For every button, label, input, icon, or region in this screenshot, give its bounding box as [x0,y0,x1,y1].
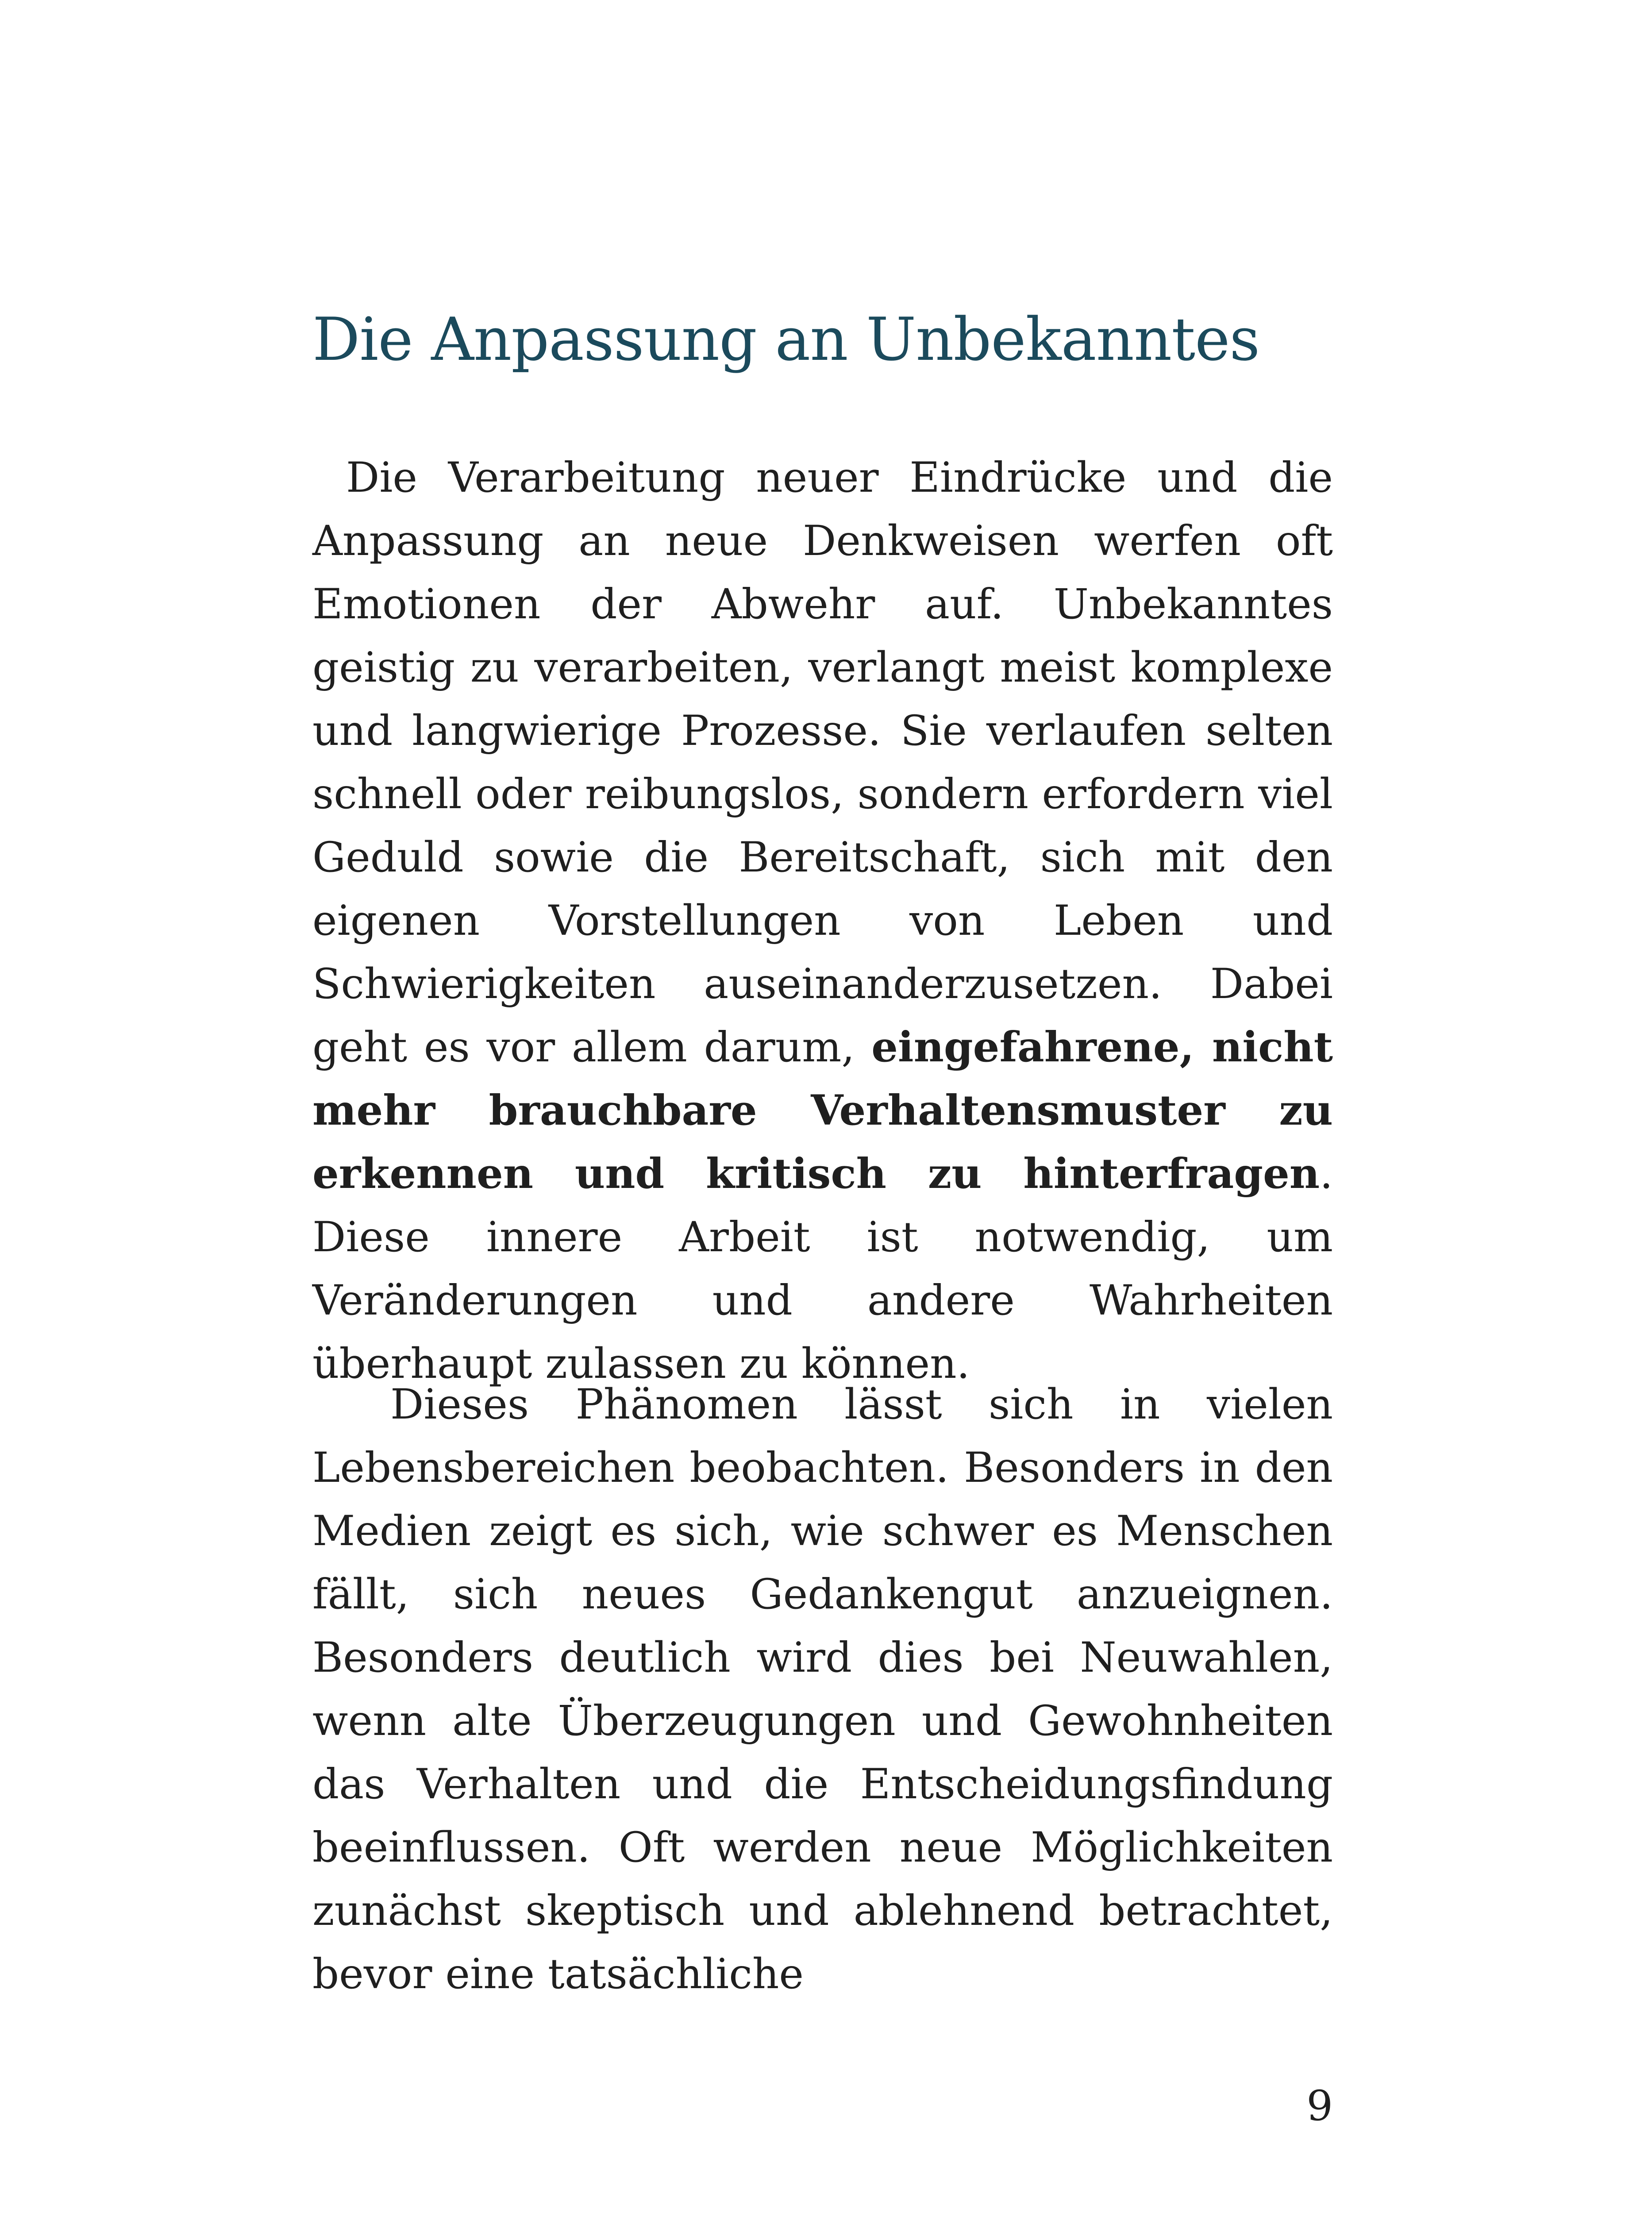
paragraph-1-text-start: Die Verarbeitung neuer Eindrücke und die Anpassung an neue Denkweisen werfen oft Emotionen der Abwehr auf. Unbekanntes geistig zu verarbeiten, verlangt meist komplexe und langwierige Prozesse. Sie verlaufen selten schnell oder reibungslos, sondern erfordern viel Geduld sowie die Bereitschaft, sich mit den eigenen Vorstellungen von Leben und Schwierigkeiten auseinanderzusetzen. Dabei geht es vor allem darum, [312,454,1333,1072]
body-paragraph-2: Dieses Phänomen lässt sich in vielen Lebensbereichen beobachten. Besonders in den Medien zeigt es sich, wie schwer es Menschen fällt, sich neues Gedankengut anzueignen. Besonders deutlich wird dies bei Neuwahlen, wenn alte Überzeugungen und Gewohnheiten das Verhalten und die Entscheidungsfindung beeinflussen. Oft werden neue Möglichkeiten zunächst skeptisch und ablehnend betrachtet, bevor eine tatsächliche [312,1380,1333,1998]
chapter-title: Die Anpassung an Unbekanntes [312,305,1260,374]
page-number: 9 [1306,2082,1333,2130]
body-paragraph-1 [312,446,1333,1396]
paragraph-1-text-end: . Diese innere Arbeit ist notwendig, um Veränderungen und andere Wahrheiten überhaupt zulassen zu können. [312,1150,1333,1388]
bold-emphasis-text: eingefahrene, nicht mehr brauchbare Verhaltensmuster zu erkennen und kritisch zu hinterfragen [312,1023,1333,1198]
